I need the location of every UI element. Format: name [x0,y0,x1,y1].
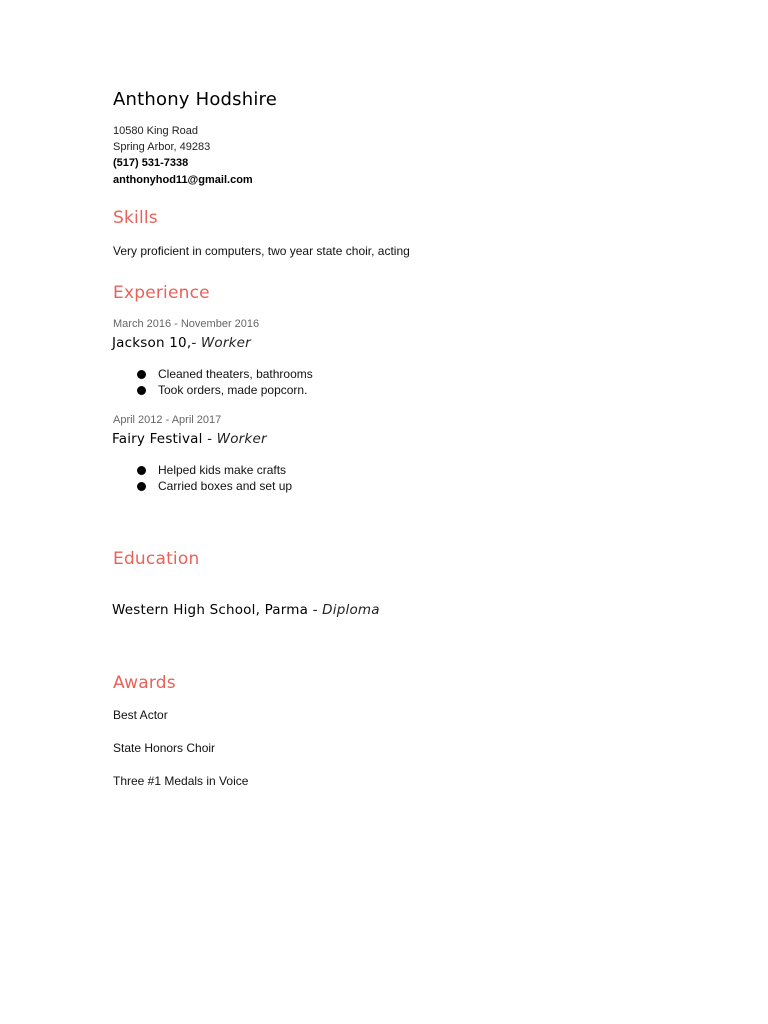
job-employer: Jackson 10, [112,335,192,351]
experience-heading: Experience [113,283,210,303]
award-item: Best Actor [113,708,168,722]
list-item-text: Carried boxes and set up [158,479,293,493]
bullet-icon [137,466,146,475]
list-item-text: Helped kids make crafts [158,463,287,477]
bullet-icon [137,386,146,395]
skills-text: Very proficient in computers, two year state choir, acting [113,244,410,258]
bullet-icon [137,482,146,491]
address-line-1: 10580 King Road [113,125,199,137]
job-dates: April 2012 - April 2017 [113,414,222,426]
education-heading: Education [113,549,200,569]
award-item: Three #1 Medals in Voice [113,774,249,788]
education-entry [112,602,380,618]
phone-number: (517) 531-7338 [113,157,189,169]
job-employer: Fairy Festival [112,431,203,447]
email-address: anthonyhod11@gmail.com [113,174,253,186]
bullet-icon [137,370,146,379]
job-title [112,335,251,351]
award-item: State Honors Choir [113,741,216,755]
candidate-name: Anthony Hodshire [113,89,278,110]
address-line-2: Spring Arbor, 49283 [113,141,211,153]
awards-heading: Awards [113,673,176,693]
job-role: - Worker [202,431,267,447]
job-title [112,431,267,447]
job-dates: March 2016 - November 2016 [113,318,260,330]
school-name: Western High School, Parma [112,602,309,618]
skills-heading: Skills [113,208,158,228]
list-item-text: Cleaned theaters, bathrooms [158,367,313,381]
list-item-text: Took orders, made popcorn. [158,383,308,397]
job-role: - Worker [191,335,251,351]
degree-name: - Diploma [308,602,380,618]
